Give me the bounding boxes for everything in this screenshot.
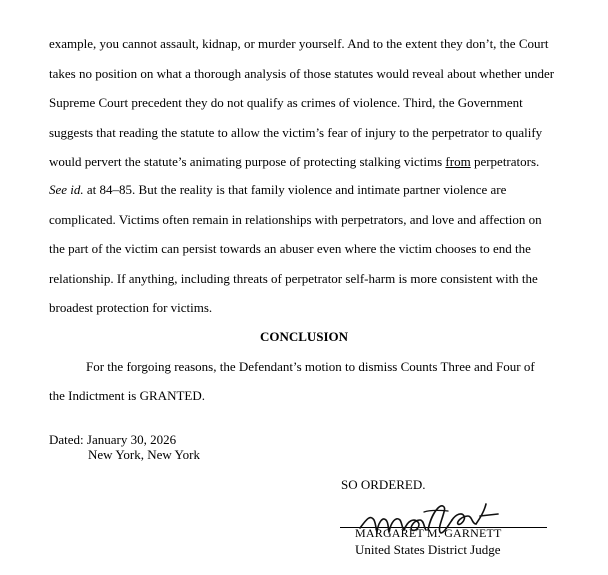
body-line-8: the part of the victim can persist towards an abuser even where the victim chooses to end the: [49, 241, 531, 256]
citation: See id.: [49, 182, 84, 197]
body-line-6: [49, 182, 506, 198]
body-line-5: [49, 154, 539, 170]
dated-place: New York, New York: [88, 447, 200, 462]
body-line-3: Supreme Court precedent they do not qualify as crimes of violence. Third, the Government: [49, 95, 523, 110]
signature-block: [340, 490, 550, 570]
body-line-10: broadest protection for victims.: [49, 300, 213, 315]
body-line-5-before: would pervert the statute’s animating purpose of protecting stalking victims: [49, 154, 446, 169]
body-line-2: takes no position on what a thorough analysis of those statutes would reveal about whether under: [49, 66, 555, 81]
so-ordered: SO ORDERED.: [341, 477, 426, 492]
body-line-5-after: perpetrators.: [470, 154, 540, 169]
conclusion-heading: CONCLUSION: [259, 329, 349, 344]
body-line-9: relationship. If anything, including threats of perpetrator self-harm is more consistent with the: [49, 271, 538, 286]
conclusion-line-1: For the forgoing reasons, the Defendant’s motion to dismiss Counts Three and Four of: [86, 359, 535, 374]
judge-name: MARGARET M. GARNETT: [355, 526, 502, 540]
underlined-word: from: [445, 154, 471, 169]
body-line-7: complicated. Victims often remain in relationships with perpetrators, and love and affection on: [49, 212, 542, 227]
handwritten-signature: [358, 490, 508, 538]
judge-title: United States District Judge: [355, 542, 501, 557]
body-line-1: example, you cannot assault, kidnap, or murder yourself. And to the extent they don’t, the Court: [49, 36, 549, 51]
body-line-4: suggests that reading the statute to allow the victim’s fear of injury to the perpetrator to qualify: [49, 125, 543, 140]
conclusion-line-2: the Indictment is GRANTED.: [49, 388, 205, 403]
body-line-6-after: at 84–85. But the reality is that family violence and intimate partner violence are: [83, 182, 507, 197]
dated-line: Dated: January 30, 2026: [49, 432, 177, 447]
